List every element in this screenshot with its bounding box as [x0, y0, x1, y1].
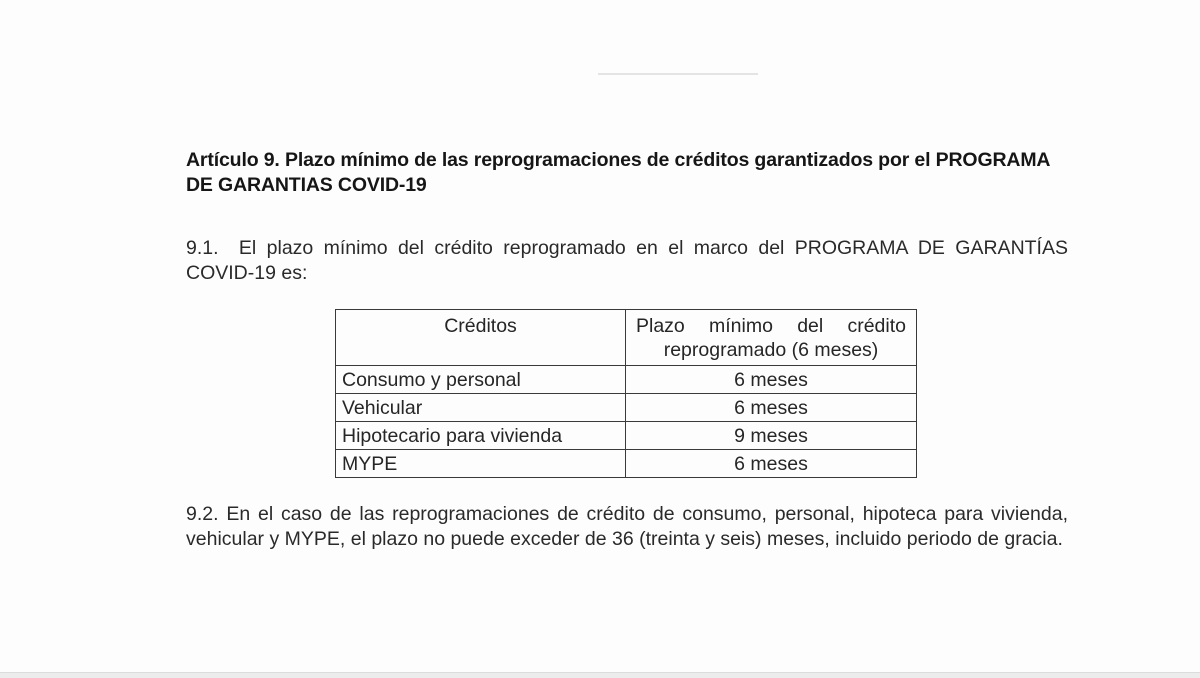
section-9-1-number: 9.1. — [186, 237, 219, 259]
article-title: Artículo 9. Plazo mínimo de las reprogramaciones de créditos garantizados por el PROGRAMA DE GARANTIAS COVID-19 — [186, 149, 1050, 196]
credit-type-cell: Vehicular — [336, 394, 626, 422]
section-9-1 — [186, 236, 1068, 286]
section-9-1-text: El plazo mínimo del crédito reprogramado en el marco del PROGRAMA DE GARANTÍAS COVID-19 es: — [186, 237, 1068, 284]
table-row — [336, 422, 917, 450]
term-cell: 9 meses — [626, 422, 917, 450]
header-minimum-term: Plazo mínimo del crédito reprogramado (6 meses) — [626, 310, 917, 366]
credit-terms-table — [335, 309, 917, 478]
section-9-2-number: 9.2. — [186, 503, 219, 525]
scan-artifact-line — [598, 73, 758, 75]
table-row — [336, 394, 917, 422]
table-row — [336, 450, 917, 478]
page-bottom-edge — [0, 672, 1200, 678]
term-cell: 6 meses — [626, 394, 917, 422]
term-cell: 6 meses — [626, 366, 917, 394]
credit-type-cell: MYPE — [336, 450, 626, 478]
credit-type-cell: Consumo y personal — [336, 366, 626, 394]
table-row — [336, 366, 917, 394]
header-credits: Créditos — [336, 310, 626, 366]
credit-type-cell: Hipotecario para vivienda — [336, 422, 626, 450]
term-cell: 6 meses — [626, 450, 917, 478]
section-9-2-text: En el caso de las reprogramaciones de crédito de consumo, personal, hipoteca para vivienda, vehicular y MYPE, el plazo no puede exceder de 36 (treinta y seis) meses, incluido periodo de gracia. — [186, 503, 1069, 550]
table-header-row — [336, 310, 917, 366]
section-9-2 — [186, 502, 1068, 552]
